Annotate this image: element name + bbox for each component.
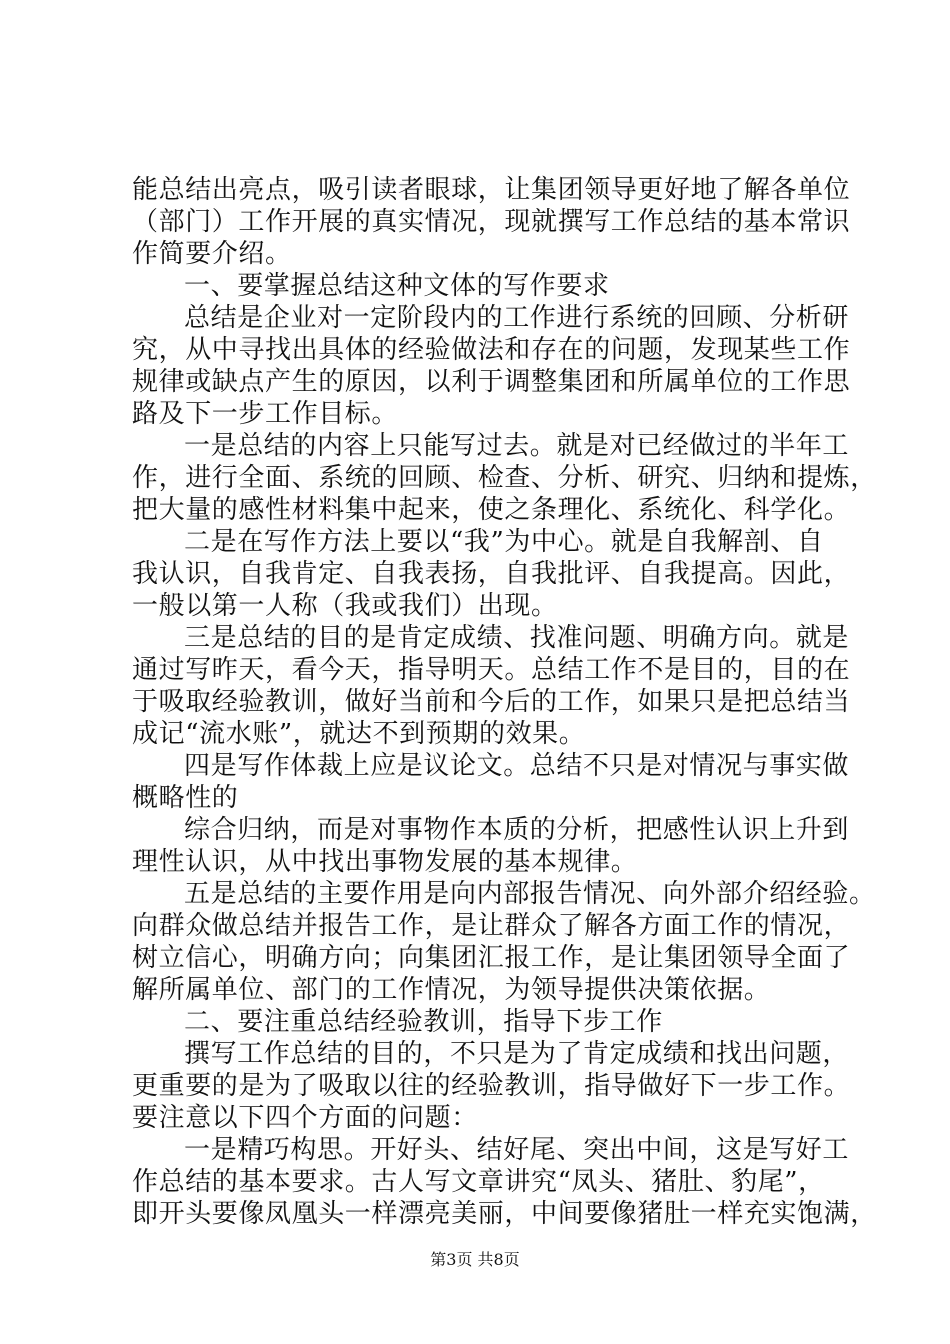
text-line: 能总结出亮点，吸引读者眼球，让集团领导更好地了解各单位 <box>132 175 851 205</box>
paragraph-first-line: 综合归纳，而是对事物作本质的分析，把感性认识上升到 <box>184 815 850 845</box>
text-line: 概略性的 <box>132 783 239 813</box>
text-line: 通过写昨天，看今天，指导明天。总结工作不是目的，目的在 <box>132 655 851 685</box>
page-footer <box>0 1250 950 1270</box>
paragraph-first-line: 总结是企业对一定阶段内的工作进行系统的回顾、分析研 <box>184 303 850 333</box>
text-line: 究，从中寻找出具体的经验做法和存在的问题，发现某些工作 <box>132 335 851 365</box>
text-line: 作简要介绍。 <box>132 239 292 269</box>
text-line: 向群众做总结并报告工作，是让群众了解各方面工作的情况， <box>132 911 851 941</box>
paragraph-first-line: 一是总结的内容上只能写过去。就是对已经做过的半年工 <box>184 431 850 461</box>
paragraph-first-line: 五是总结的主要作用是向内部报告情况、向外部介绍经验。 <box>184 879 876 909</box>
text-line: 要注意以下四个方面的问题： <box>132 1103 478 1133</box>
paragraph-first-line: 四是写作体裁上应是议论文。总结不只是对情况与事实做 <box>184 751 850 781</box>
text-line: 更重要的是为了吸取以往的经验教训，指导做好下一步工作。 <box>132 1071 851 1101</box>
text-line: 成记“流水账”，就达不到预期的效果。 <box>132 719 586 749</box>
text-line: 路及下一步工作目标。 <box>132 399 399 429</box>
section-heading: 二、要注重总结经验教训，指导下步工作 <box>184 1007 663 1037</box>
text-line: 树立信心，明确方向；向集团汇报工作，是让集团领导全面了 <box>132 943 851 973</box>
text-line: 解所属单位、部门的工作情况，为领导提供决策依据。 <box>132 975 771 1005</box>
paragraph-first-line: 三是总结的目的是肯定成绩、找准问题、明确方向。就是 <box>184 623 850 653</box>
text-line: 一般以第一人称（我或我们）出现。 <box>132 591 558 621</box>
text-line: 规律或缺点产生的原因，以利于调整集团和所属单位的工作思 <box>132 367 851 397</box>
text-line: 把大量的感性材料集中起来，使之条理化、系统化、科学化。 <box>132 495 851 525</box>
text-line: 于吸取经验教训，做好当前和今后的工作，如果只是把总结当 <box>132 687 851 717</box>
text-line: 作总结的基本要求。古人写文章讲究“凤头、猪肚、豹尾”， <box>132 1167 825 1197</box>
page-number: 第3页 共8页 <box>430 1250 520 1269</box>
text-line: 理性认识，从中找出事物发展的基本规律。 <box>132 847 638 877</box>
text-line: 即开头要像凤凰头一样漂亮美丽，中间要像猪肚一样充实饱满， <box>132 1199 877 1229</box>
paragraph-first-line: 一是精巧构思。开好头、结好尾、突出中间，这是写好工 <box>184 1135 850 1165</box>
paragraph-first-line: 二是在写作方法上要以“我”为中心。就是自我解剖、自 <box>184 527 824 557</box>
section-heading: 一、要掌握总结这种文体的写作要求 <box>184 271 610 301</box>
paragraph-first-line: 撰写工作总结的目的，不只是为了肯定成绩和找出问题， <box>184 1039 850 1069</box>
text-line: （部门）工作开展的真实情况，现就撰写工作总结的基本常识 <box>132 207 851 237</box>
text-line: 我认识，自我肯定、自我表扬，自我批评、自我提高。因此， <box>132 559 851 589</box>
text-line: 作，进行全面、系统的回顾、检查、分析、研究、归纳和提炼， <box>132 463 877 493</box>
